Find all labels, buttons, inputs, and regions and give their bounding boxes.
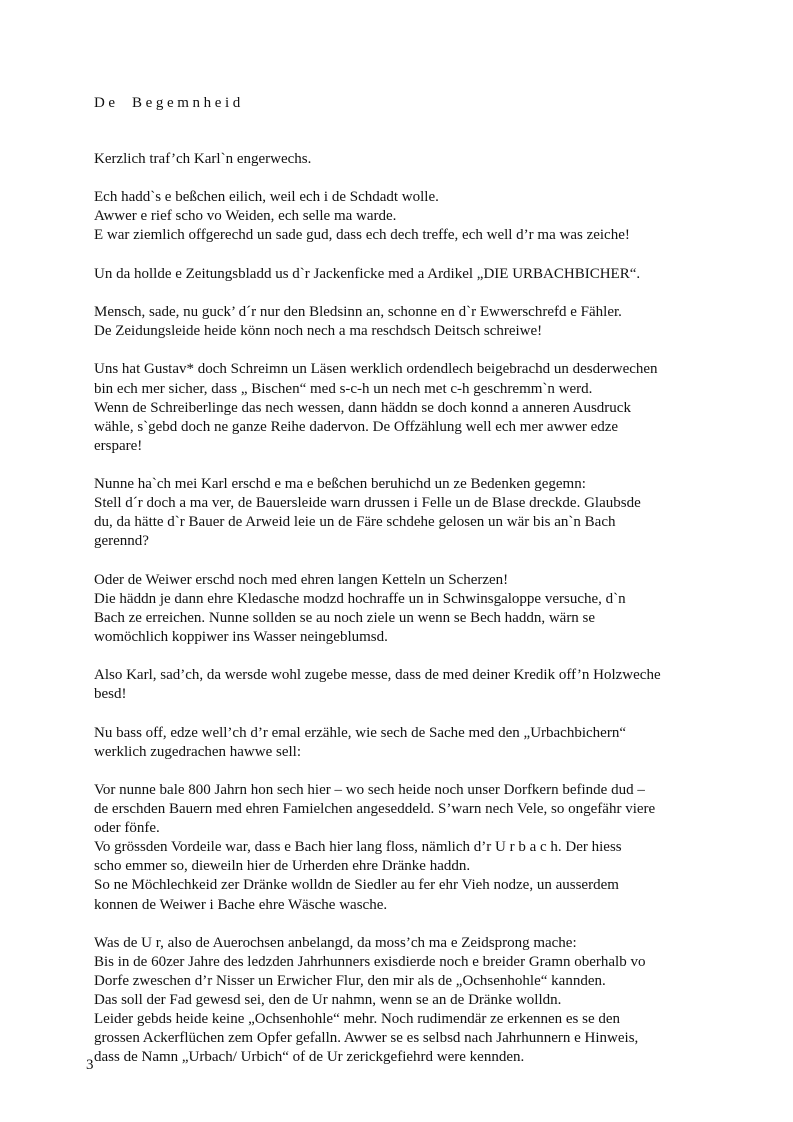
text-line: bin ech mer sicher, dass „ Bischen“ med s-c-h un nech met c-h geschremm`n werd. bbox=[94, 380, 593, 397]
text-line: besd! bbox=[94, 686, 127, 703]
text-line: scho emmer so, dieweiln hier de Urherden ehre Dränke haddn. bbox=[94, 858, 471, 875]
paragraph bbox=[94, 303, 774, 341]
text-line: gerennd? bbox=[94, 533, 149, 550]
text-line: wähle, s`gebd doch ne ganze Reihe dadervon. De Offzählung well ech mer awwer edze bbox=[94, 418, 619, 435]
page-number: 3 bbox=[86, 1057, 94, 1073]
text-line: Was de U r, also de Auerochsen anbelangd, da moss’ch ma e Zeidsprong mache: bbox=[94, 934, 577, 951]
paragraph bbox=[94, 666, 774, 704]
text-line: de erschden Bauern med ehren Famielchen angeseddeld. S’warn nech Vele, so ongefähr viere bbox=[94, 801, 656, 818]
text-line: werklich zugedrachen hawwe sell: bbox=[94, 743, 301, 760]
paragraph-gap bbox=[94, 762, 774, 781]
text-line: Wenn de Schreiberlinge das nech wessen, dann häddn se doch konnd a anneren Ausdruck bbox=[94, 399, 631, 416]
paragraph bbox=[94, 265, 774, 284]
text-line: Awwer e rief scho vo Weiden, ech selle ma warde. bbox=[94, 208, 397, 225]
document-page bbox=[94, 93, 774, 1067]
text-line: E war ziemlich offgerechd un sade gud, dass ech dech treffe, ech well d’r ma was zeiche! bbox=[94, 227, 630, 244]
text-line: oder fönfe. bbox=[94, 820, 160, 837]
text-line: So ne Möchlechkeid zer Dränke wolldn de Siedler au fer ehr Vieh nodze, un ausserdem bbox=[94, 877, 619, 894]
text-line: dass de Namn „Urbach/ Urbich“ of de Ur zerickgefiehrd were kennden. bbox=[94, 1049, 525, 1066]
text-line: Nu bass off, edze well’ch d’r emal erzähle, wie sech de Sache med den „Urbachbichern“ bbox=[94, 724, 626, 741]
paragraph-gap bbox=[94, 704, 774, 723]
paragraph-gap bbox=[94, 551, 774, 570]
paragraph bbox=[94, 188, 774, 245]
text-line: Un da hollde e Zeitungsbladd us d`r Jackenficke med a Ardikel „DIE URBACHBICHER“. bbox=[94, 265, 641, 282]
paragraph bbox=[94, 934, 774, 1068]
paragraph-gap bbox=[94, 456, 774, 475]
text-line: Bach ze erreichen. Nunne sollden se au noch ziele un wenn se Bech haddn, wärn se bbox=[94, 609, 596, 626]
text-line: konnen de Weiwer i Bache ehre Wäsche wasche. bbox=[94, 896, 388, 913]
document-body bbox=[94, 150, 774, 1067]
paragraph-gap bbox=[94, 647, 774, 666]
text-line: Stell d´r doch a ma ver, de Bauersleide warn drussen i Felle un de Blase dreckde. Glaubsde bbox=[94, 495, 641, 512]
text-line: womöchlich koppiwer ins Wasser neingeblumsd. bbox=[94, 628, 388, 645]
text-line: Mensch, sade, nu guck’ d´r nur den Bledsinn an, schonne en d`r Ewwerschrefd e Fähler. bbox=[94, 304, 622, 321]
paragraph bbox=[94, 571, 774, 647]
text-line: Die häddn je dann ehre Kledasche modzd hochraffe un in Schwinsgaloppe versuche, d`n bbox=[94, 590, 626, 607]
paragraph bbox=[94, 724, 774, 762]
text-line: grossen Ackerflüchen zem Opfer gefalln. Awwer se es selbsd nach Jahrhunnern e Hinweis, bbox=[94, 1030, 639, 1047]
paragraph bbox=[94, 360, 774, 455]
paragraph-gap bbox=[94, 246, 774, 265]
text-line: erspare! bbox=[94, 437, 143, 454]
document-title: De Begemnheid bbox=[94, 95, 244, 111]
paragraph-gap bbox=[94, 341, 774, 360]
paragraph bbox=[94, 150, 774, 169]
paragraph-gap bbox=[94, 169, 774, 188]
text-line: Ech hadd`s e beßchen eilich, weil ech i de Schdadt wolle. bbox=[94, 189, 439, 206]
text-line: Das soll der Fad gewesd sei, den de Ur nahmn, wenn se an de Dränke wolldn. bbox=[94, 992, 562, 1009]
text-line: Kerzlich traf’ch Karl`n engerwechs. bbox=[94, 151, 312, 167]
spacer bbox=[94, 113, 774, 150]
text-line: Leider gebds heide keine „Ochsenhohle“ mehr. Noch rudimendär ze erkennen es se den bbox=[94, 1011, 621, 1028]
text-line: Dorfe zweschen d’r Nisser un Erwicher Flur, den mir als de „Ochsenhohle“ kannden. bbox=[94, 972, 606, 989]
text-line: Nunne ha`ch mei Karl erschd e ma e beßchen beruhichd un ze Bedenken gegemn: bbox=[94, 476, 586, 493]
paragraph-gap bbox=[94, 284, 774, 303]
text-line: De Zeidungsleide heide könn noch nech a ma reschdsch Deitsch schreiwe! bbox=[94, 323, 543, 340]
text-line: Vor nunne bale 800 Jahrn hon sech hier – wo sech heide noch unser Dorfkern befinde dud – bbox=[94, 781, 645, 798]
text-line: Oder de Weiwer erschd noch med ehren langen Ketteln un Scherzen! bbox=[94, 571, 509, 588]
text-line: du, da hätte d`r Bauer de Arweid leie un de Färe schdehe gelosen un wär bis an`n Bach bbox=[94, 514, 616, 531]
text-line: Uns hat Gustav* doch Schreimn un Läsen werklich ordendlech beigebrachd un desderwechen bbox=[94, 361, 658, 378]
paragraph-gap bbox=[94, 915, 774, 934]
text-line: Also Karl, sad’ch, da wersde wohl zugebe messe, dass de med deiner Kredik off’n Holzweche bbox=[94, 667, 661, 684]
paragraph bbox=[94, 781, 774, 915]
text-line: Vo grössden Vordeile war, dass e Bach hier lang floss, nämlich d’r U r b a c h. Der hiess bbox=[94, 839, 622, 856]
text-line: Bis in de 60zer Jahre des ledzden Jahrhunners exisdierde noch e breider Gramn oberhalb vo bbox=[94, 953, 646, 970]
paragraph bbox=[94, 475, 774, 551]
